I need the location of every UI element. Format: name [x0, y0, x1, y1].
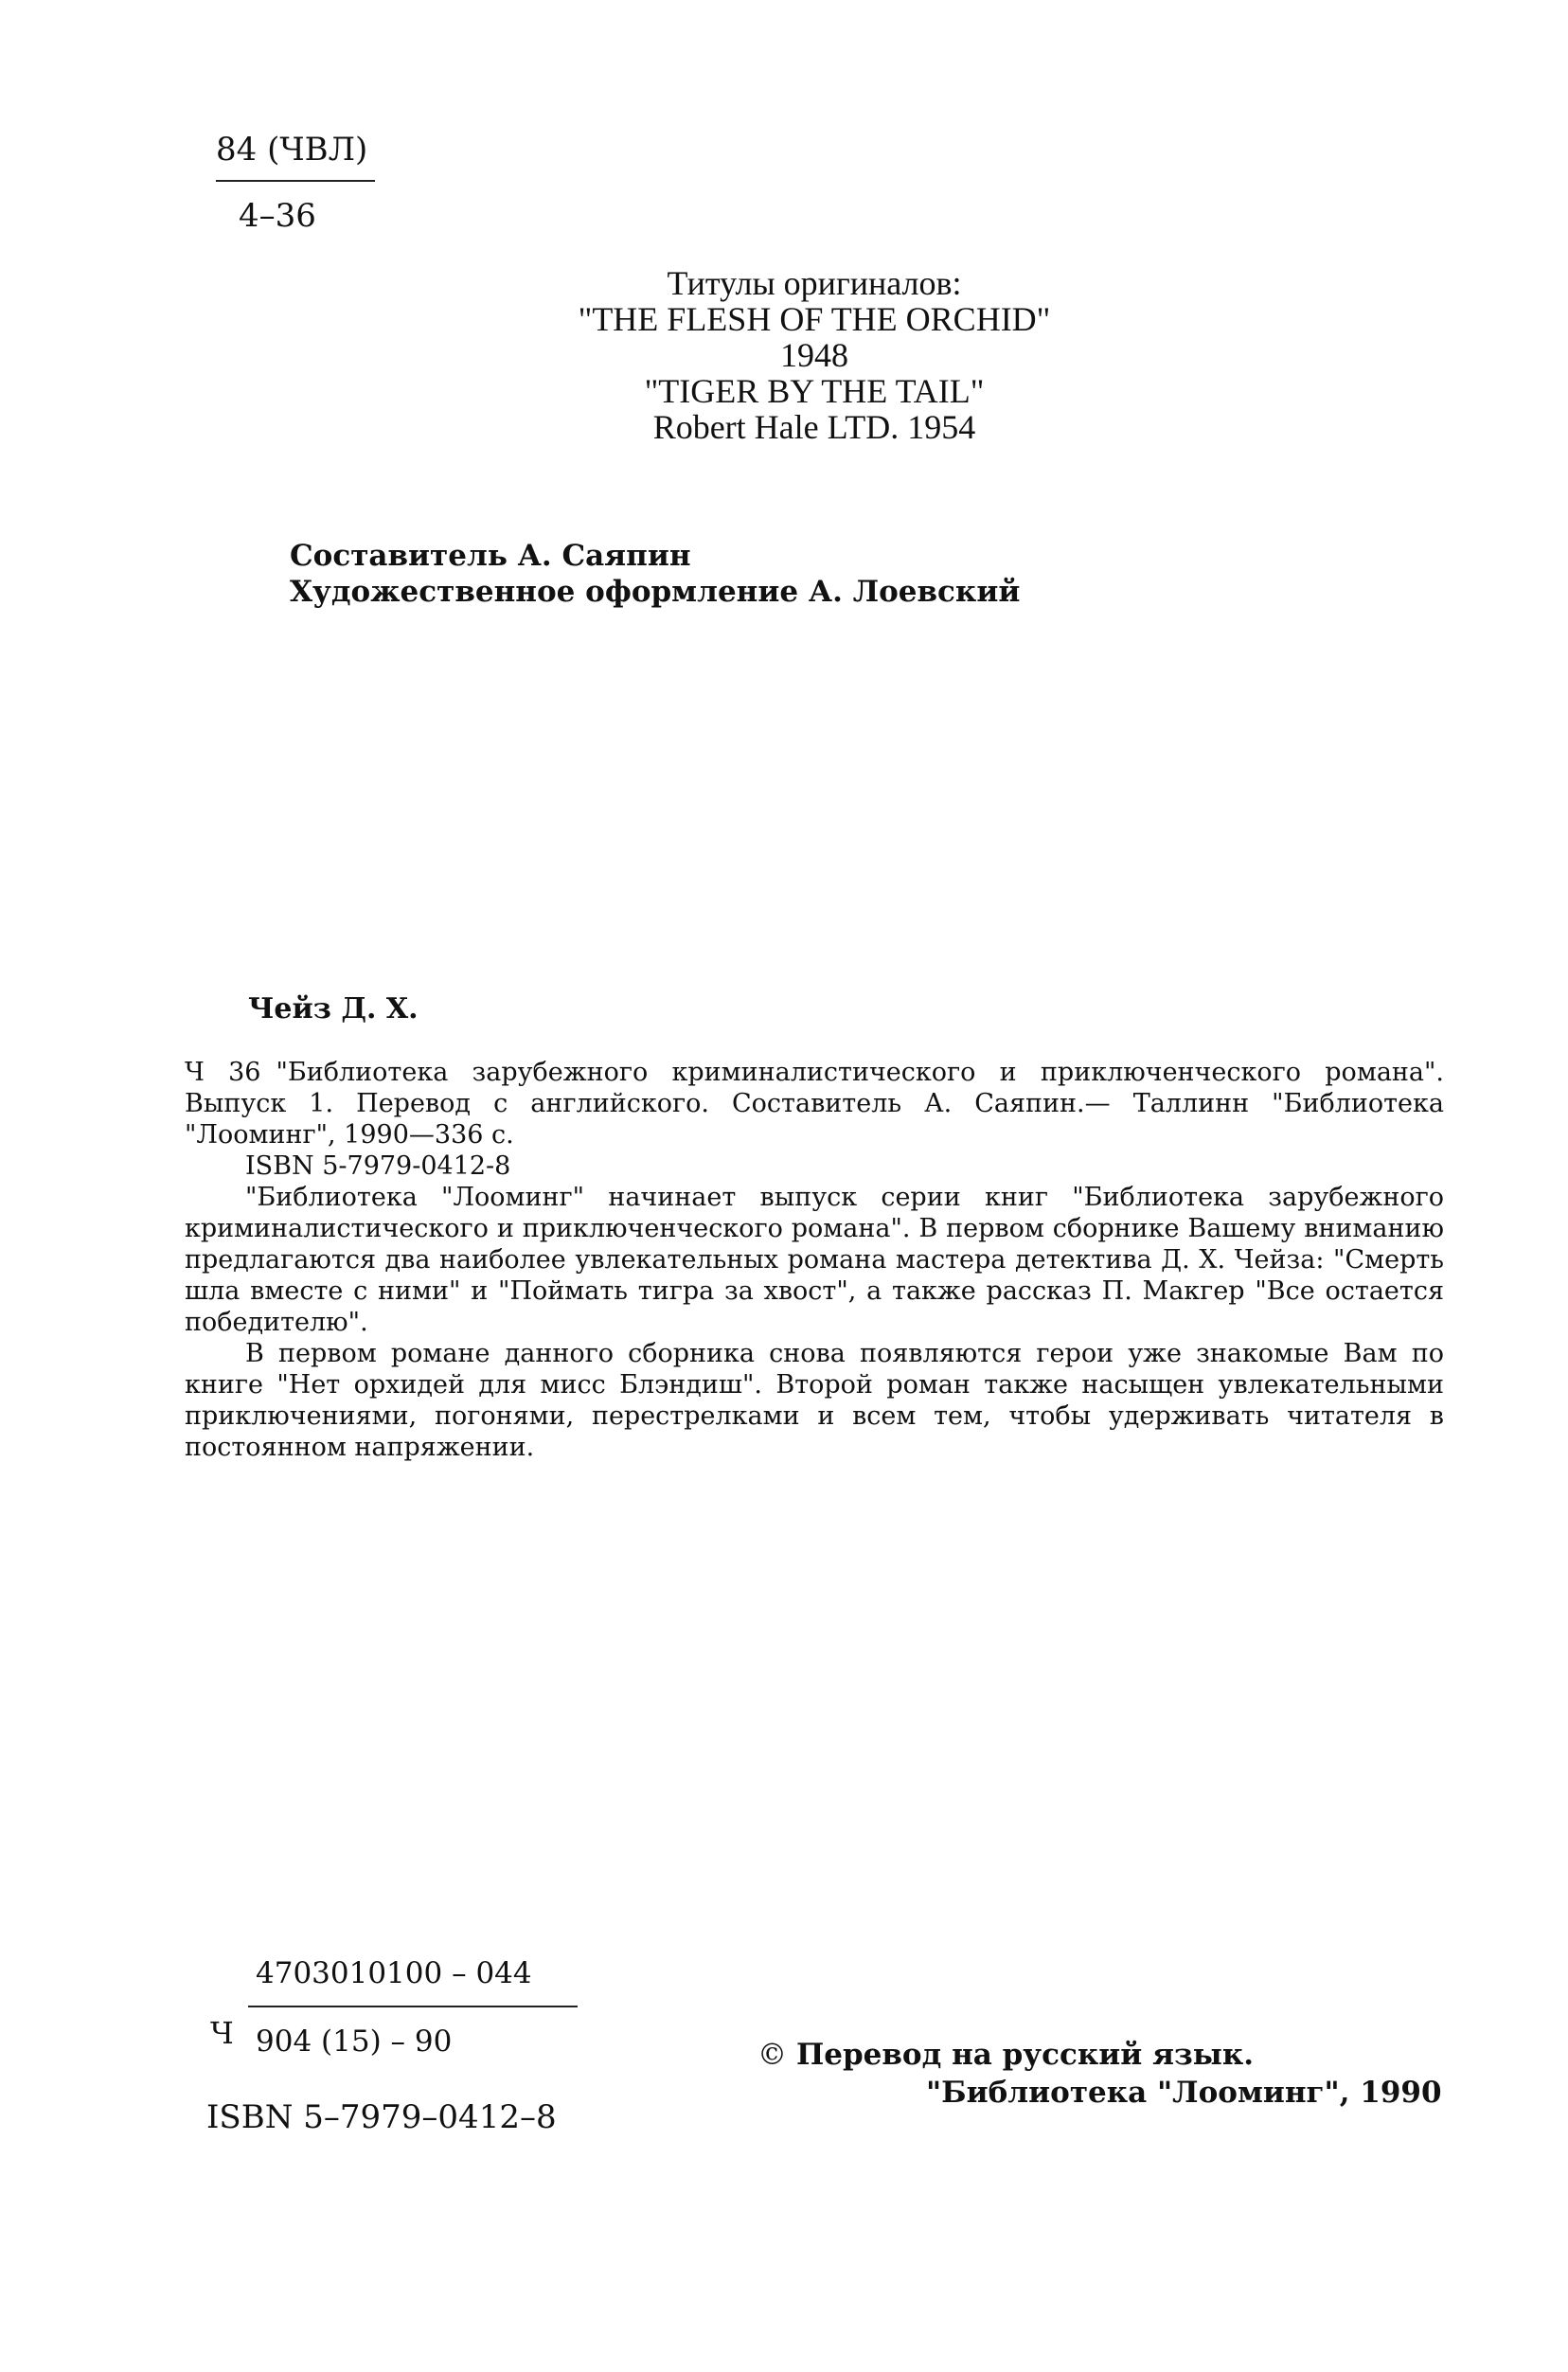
copyright-icon: ©	[757, 2038, 787, 2072]
bbk-code: 4–36	[239, 197, 316, 235]
original-title-2: "TIGER BY THE TAIL"	[644, 372, 985, 410]
classification-divider	[216, 180, 375, 182]
original-titles-block	[454, 265, 1174, 445]
copyright-block	[757, 2036, 1442, 2112]
copyright-line-1: Перевод на русский язык.	[796, 2038, 1255, 2072]
original-publisher: Robert Hale LTD. 1954	[652, 408, 976, 446]
footer-isbn: ISBN 5–7979–0412–8	[206, 2098, 557, 2136]
card-isbn: ISBN 5-7979-0412-8	[245, 1151, 511, 1181]
card-description-paragraph	[185, 1057, 1444, 1150]
fraction-denominator: 904 (15) – 90	[256, 2024, 453, 2059]
card-annotation-1: "Библиотека "Лооминг" начинает выпуск серии книг "Библиотека зарубежного криминалистического и приключенческого романа". В первом сборнике Вашему вниманию предлагаются два наиболее увлекательных романа мастера детектива Д. Х. Чейза: "Смерть шла вместе с ними" и "Поймать тигра за хвост", а также рассказ П. Макгер "Все остается победителю".	[185, 1183, 1444, 1337]
compiler-credit: Составитель А. Саяпин	[290, 539, 691, 573]
fraction-numerator: 4703010100 – 044	[256, 1956, 532, 1990]
card-annotation-2: В первом романе данного сборника снова появляются герои уже знакомые Вам по книге "Нет орхидей для мисс Блэндиш". Второй роман также насыщен увлекательными приключениями, погонями, перестрелками и всем тем, чтобы удерживать читателя в постоянном напряжении.	[185, 1339, 1444, 1462]
credits-block	[290, 538, 1020, 610]
catalogue-card	[185, 1057, 1444, 1463]
original-title-1: "THE FLESH OF THE ORCHID"	[578, 300, 1051, 338]
card-description: "Библиотека зарубежного криминалистического и приключенческого романа". Выпуск 1. Перевод с английского. Составитель А. Саяпин.— Таллинн "Библиотека "Лооминг", 1990—336 с.	[185, 1058, 1445, 1150]
original-year-1: 1948	[780, 336, 848, 374]
udk-code: 84 (ЧВЛ)	[216, 131, 368, 169]
copyright-line-2: "Библиотека "Лооминг", 1990	[926, 2076, 1442, 2110]
original-titles-heading: Титулы оригиналов:	[667, 264, 962, 302]
fraction-divider	[248, 2006, 578, 2007]
fraction-letter: Ч	[210, 2015, 234, 2051]
design-credit: Художественное оформление А. Лоевский	[290, 575, 1021, 609]
card-code: Ч 36	[185, 1058, 261, 1087]
card-author: Чейз Д. Х.	[248, 992, 419, 1025]
